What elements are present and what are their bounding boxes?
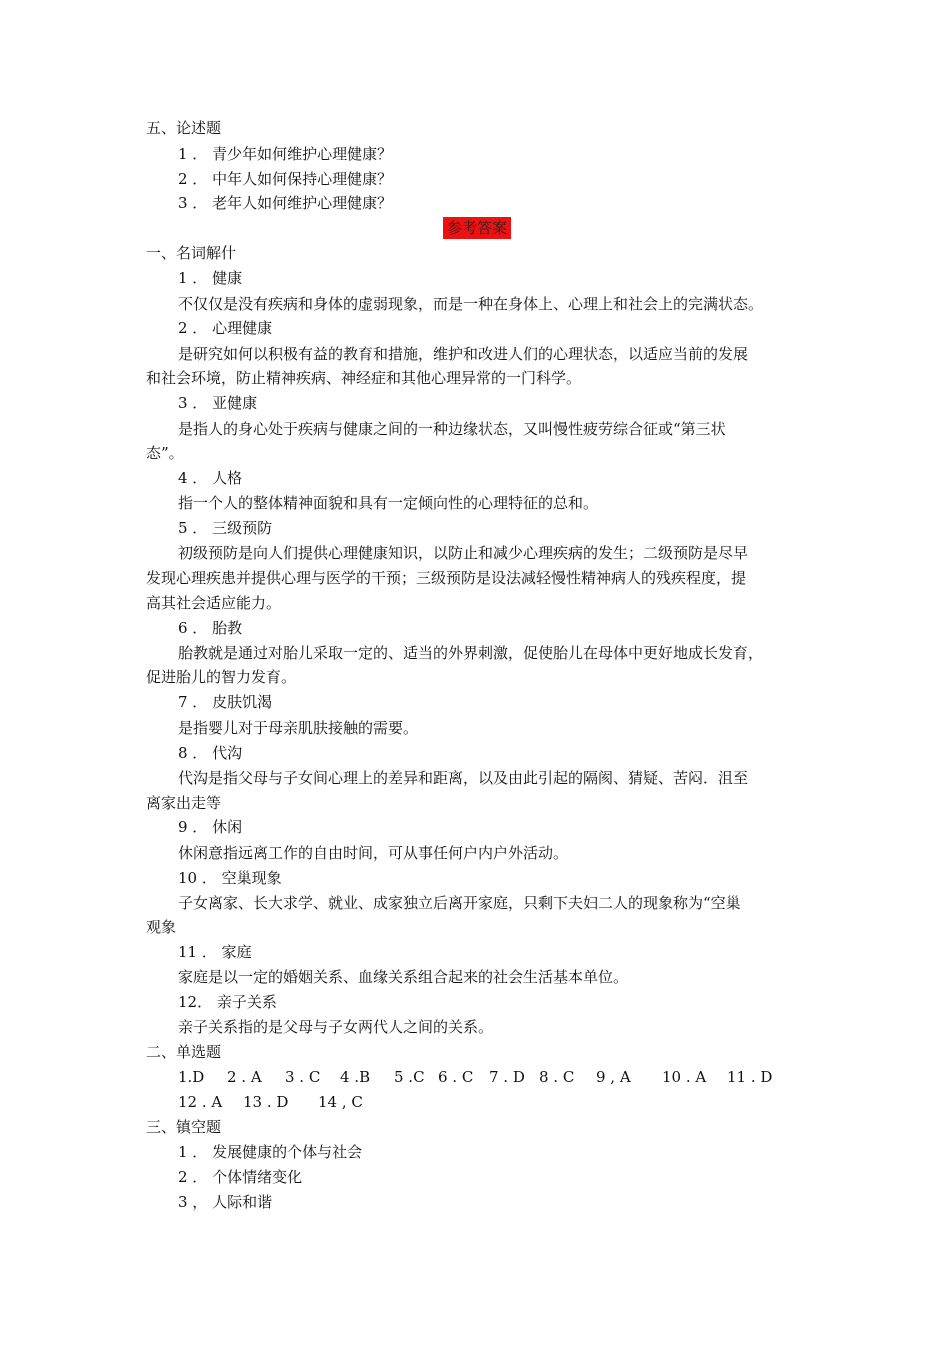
fill-answer-3: 3 ， 人际和谐 [178,1193,273,1211]
term-10-definition-line-2: 观象 [146,918,177,936]
mcq-answer: 6 . C [438,1068,474,1086]
term-2-definition-line-1: 是研究如何以积极有益的教育和措施，维护和改进人们的心理状态，以适应当前的发展 [178,345,749,363]
term-10-definition-line-1: 子女离家、长大求学、就业、成家独立后离开家庭，只剩下夫妇二人的现象称为“空巢 [178,894,741,912]
mcq-answer: 3 . C [285,1068,321,1086]
mcq-heading: 二、单选题 [146,1043,222,1061]
mcq-answer: 4 .B [340,1068,371,1086]
mcq-answer: 7 . D [489,1068,525,1086]
term-5-title: 5 ． 三级预防 [178,519,273,537]
essay-question-2: 2 ． 中年人如何保持心理健康？ [178,170,393,188]
fill-answer-2: 2 ． 个体情绪变化 [178,1168,303,1186]
term-10-title: 10 ． 空巢现象 [178,869,282,887]
term-2-title: 2 ． 心理健康 [178,319,273,337]
term-4-title: 4 ． 人格 [178,469,243,487]
term-12-definition: 亲子关系指的是父母与子女两代人之间的关系。 [178,1018,494,1036]
mcq-answer: 9 , A [596,1068,631,1086]
fill-answer-1: 1 ． 发展健康的个体与社会 [178,1143,363,1161]
mcq-answer: 12 . A [178,1093,223,1111]
mcq-answer: 8 . C [539,1068,575,1086]
essay-heading: 五、论述题 [146,119,222,137]
mcq-answer: 13 . D [243,1093,289,1111]
term-1-definition: 不仅仅是没有疾病和身体的虚弱现象，而是一种在身体上、心理上和社会上的完满状态。 [178,295,764,313]
term-3-definition-line-1: 是指人的身心处于疾病与健康之间的一种边缘状态，又叫慢性疲劳综合征或“第三状 [178,420,726,438]
essay-question-1: 1 ． 青少年如何维护心理健康？ [178,145,393,163]
essay-question-3: 3 ． 老年人如何维护心理健康？ [178,194,393,212]
term-7-definition: 是指婴儿对于母亲肌肤接触的需要。 [178,719,419,737]
term-5-definition-line-2: 发现心理疾患并提供心理与医学的干预；三级预防是设法减轻慢性精神病人的残疾程度，提 [146,569,747,587]
term-6-title: 6 ． 胎教 [178,619,243,637]
term-11-definition: 家庭是以一定的婚姻关系、血缘关系组合起来的社会生活基本单位。 [178,968,629,986]
term-4-definition: 指一个人的整体精神面貌和具有一定倾向性的心理特征的总和。 [178,494,599,512]
terms-heading: 一、名词解什 [146,244,237,262]
fill-heading: 三、镇空题 [146,1118,222,1136]
term-2-definition-line-2: 和社会环境，防止精神疾病、神经症和其他心理异常的一门科学。 [146,369,582,387]
term-5-definition-line-1: 初级预防是向人们提供心理健康知识，以防止和减少心理疾病的发生；二级预防是尽早 [178,544,749,562]
term-3-title: 3 ． 亚健康 [178,394,258,412]
term-6-definition-line-1: 胎教就是通过对胎儿采取一定的、适当的外界刺激，促使胎儿在母体中更好地成长发育， [178,644,764,662]
mcq-answer: 11 . D [727,1068,773,1086]
mcq-answer: 1.D [178,1068,205,1086]
term-3-definition-line-2: 态”。 [146,444,184,462]
mcq-answer: 5 .C [394,1068,425,1086]
answer-banner: 参考答案 [443,217,511,239]
term-12-title: 12． 亲子关系 [178,993,277,1011]
term-9-definition: 休闲意指远离工作的自由时间，可从事任何户内户外活动。 [178,844,569,862]
term-7-title: 7 ． 皮肤饥渴 [178,693,273,711]
term-1-title: 1 ． 健康 [178,269,243,287]
term-6-definition-line-2: 促进胎儿的智力发育。 [146,668,297,686]
term-8-title: 8 ． 代沟 [178,744,243,762]
term-8-definition-line-2: 离家出走等 [146,794,222,812]
term-9-title: 9 ． 休闲 [178,818,243,836]
mcq-answer: 14 , C [318,1093,363,1111]
term-11-title: 11 ． 家庭 [178,943,252,961]
mcq-answer: 2 . A [227,1068,262,1086]
term-8-definition-line-1: 代沟是指父母与子女间心理上的差异和距离，以及由此引起的隔阂、猜疑、苦闷．沮至 [178,769,749,787]
mcq-answer: 10 . A [662,1068,707,1086]
term-5-definition-line-3: 高其社会适应能力。 [146,594,282,612]
